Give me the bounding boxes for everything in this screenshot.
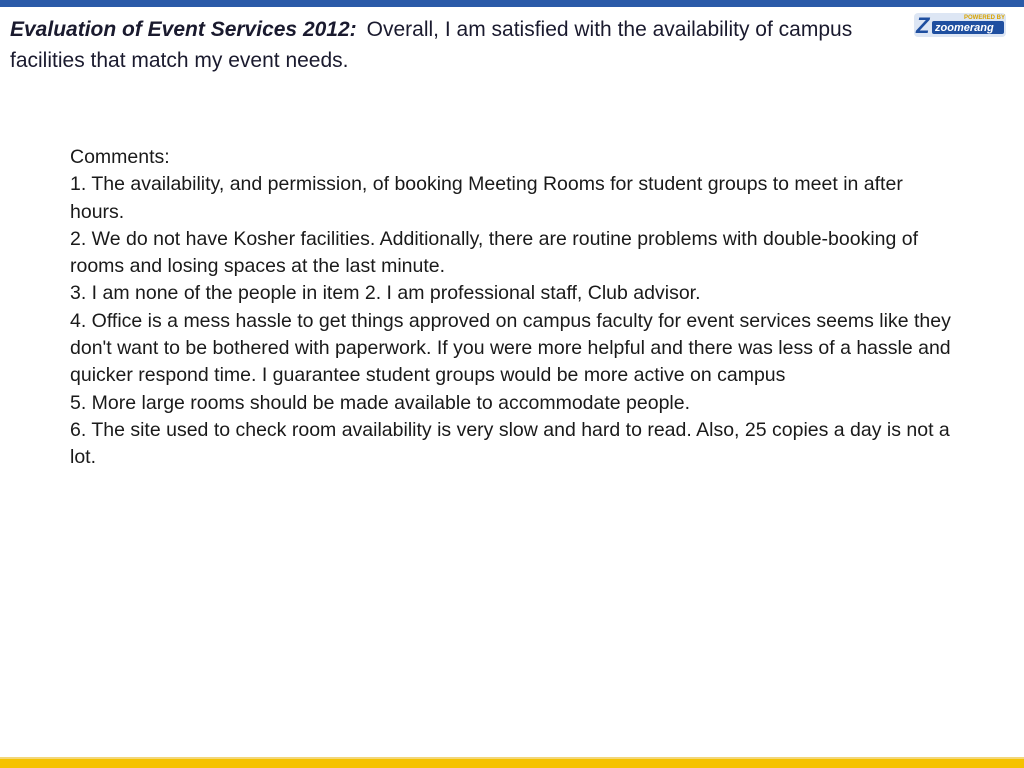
comment-item: 4. Office is a mess hassle to get things approved on campus faculty for event services seems like they don't want to be bothered with paperwork. If you were more helpful and there was less of a hassle and quicker respond time. I guarantee student groups would be more active on campus: [70, 309, 951, 387]
comment-item: 3. I am none of the people in item 2. I am professional staff, Club advisor.: [70, 282, 701, 305]
comment-item: 6. The site used to check room availability is very slow and hard to read. Also, 25 copies a day is not a lot.: [70, 418, 950, 469]
slide-title-lead: Evaluation of Event Services 2012:: [10, 18, 357, 41]
zoomerang-logo: [912, 9, 1008, 41]
top-accent-bar: [0, 0, 1024, 7]
zoomerang-logo-icon: [912, 9, 1008, 41]
comment-item: 2. We do not have Kosher facilities. Additionally, there are routine problems with double-booking of rooms and losing spaces at the last minute.: [70, 227, 919, 278]
comment-item: 5. More large rooms should be made available to accommodate people.: [70, 391, 691, 414]
comments-heading: Comments:: [70, 146, 170, 168]
comment-item: 1. The availability, and permission, of booking Meeting Rooms for student groups to meet in after hours.: [70, 173, 903, 223]
slide-title-rest: Overall, I am satisfied with the availability of campus facilities that match my event needs.: [10, 18, 853, 72]
slide-title: [10, 14, 890, 76]
comments-block: [70, 144, 960, 472]
logo-brand-text: zoomerang: [935, 22, 994, 34]
svg-text:Z: Z: [916, 13, 930, 38]
logo-tagline-text: POWERED BY: [964, 15, 1006, 21]
bottom-accent-bar: [0, 757, 1024, 768]
